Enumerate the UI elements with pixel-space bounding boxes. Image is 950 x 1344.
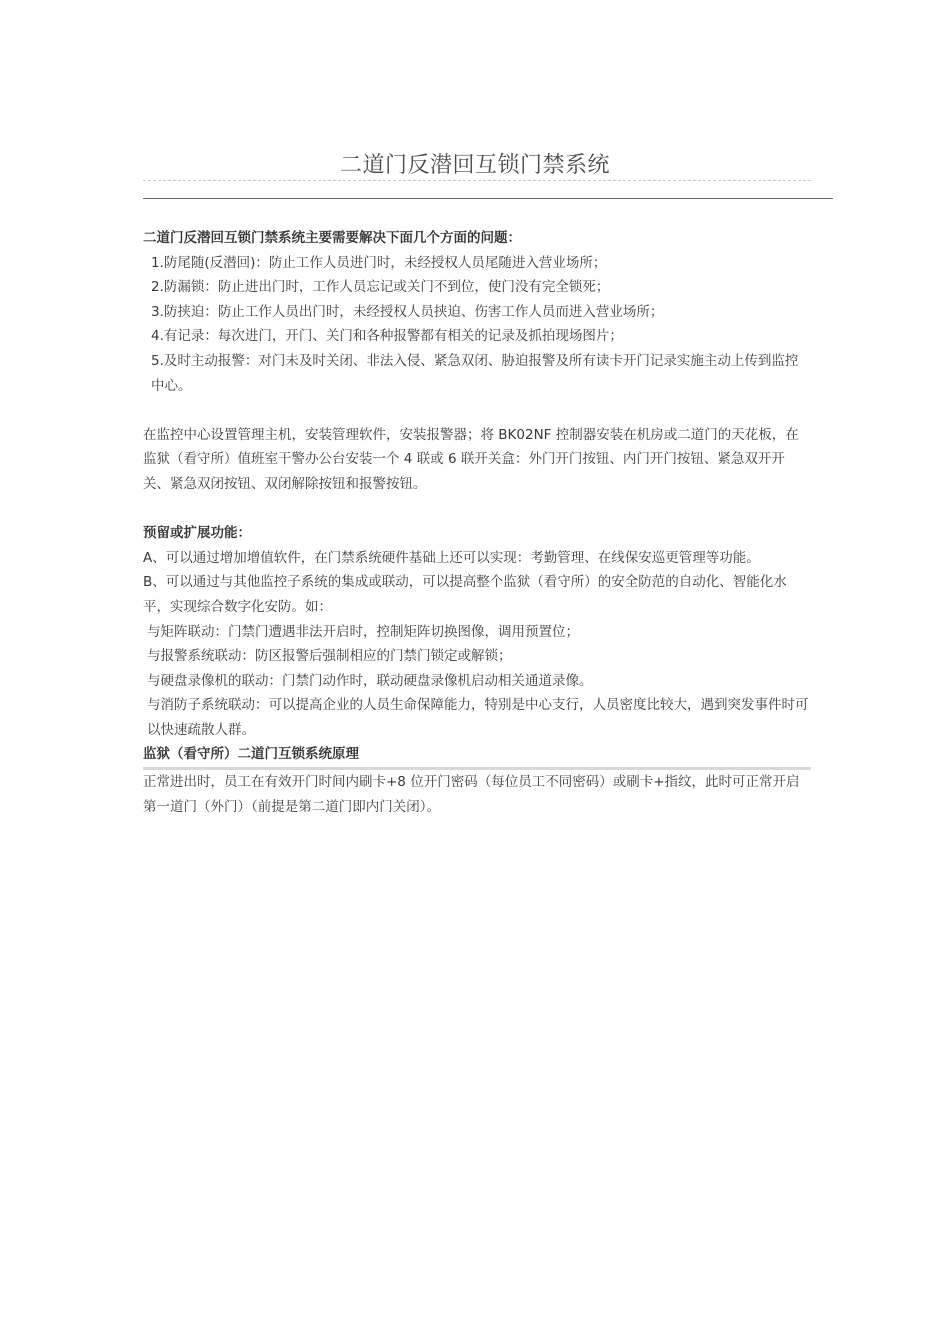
linkage-item: 与矩阵联动：门禁门遭遇非法开启时，控制矩阵切换图像，调用预置位； [147,623,579,640]
linkage-item: 与消防子系统联动：可以提高企业的人员生命保障能力，特别是中心支行，人员密度比较大，遇到突发事件时可以快速疏散人群。 [147,697,809,738]
document-body [143,226,811,819]
extension-heading: 预留或扩展功能： [143,525,251,542]
setup-paragraph: 在监控中心设置管理主机，安装管理软件，安装报警器；将 BK02NF 控制器安装在机房或二道门的天花板，在监狱（看守所）值班室干警办公台安装一个 4 联或 6 联开关盒：外门开门按钮、内门开门按钮、紧急双开开关、紧急双闭按钮、双闭解除按钮和报警按钮。 [143,426,799,492]
problem-item: 5.及时主动报警：对门未及时关闭、非法入侵、紧急双闭、胁迫报警及所有读卡开门记录实施主动上传到监控中心。 [151,352,799,394]
linkage-item: 与报警系统联动：防区报警后强制相应的门禁门锁定或解锁； [147,648,512,665]
extension-item: B、可以通过与其他监控子系统的集成或联动，可以提高整个监狱（看守所）的安全防范的自动化、智能化水平，实现综合数字化安防。如： [143,574,787,615]
principle-heading: 监狱（看守所）二道门互锁系统原理 [143,742,811,770]
extension-item: A、可以通过增加增值软件，在门禁系统硬件基础上还可以实现：考勤管理、在线保安巡更管理等功能。 [143,549,760,566]
problem-item: 3.防挟迫：防止工作人员出门时，未经授权人员挟迫、伤害工作人员而进入营业场所； [151,303,664,320]
problem-item: 2.防漏锁：防止进出门时，工作人员忘记或关门不到位，使门没有完全锁死； [151,279,610,296]
title-dashed-divider [143,180,811,181]
principle-paragraph: 正常进出时，员工在有效开门时间内刷卡+8 位开门密码（每位员工不同密码）或刷卡+指纹，此时可正常开启第一道门（外门）（前提是第二道门即内门关闭）。 [143,774,800,815]
page-title: 二道门反潜回互锁门禁系统 [339,153,610,178]
title-divider [143,198,833,199]
problem-item: 4.有记录：每次进门，开门、关门和各种报警都有相关的记录及抓拍现场图片； [151,328,623,345]
intro-heading: 二道门反潜回互锁门禁系统主要需要解决下面几个方面的问题： [143,230,521,246]
spacer [143,398,811,423]
spacer [143,497,811,522]
linkage-item: 与硬盘录像机的联动：门禁门动作时，联动硬盘录像机启动相关通道录像。 [147,672,593,689]
problem-item: 1.防尾随(反潜回)：防止工作人员进门时，未经授权人员尾随进入营业场所； [151,254,607,271]
